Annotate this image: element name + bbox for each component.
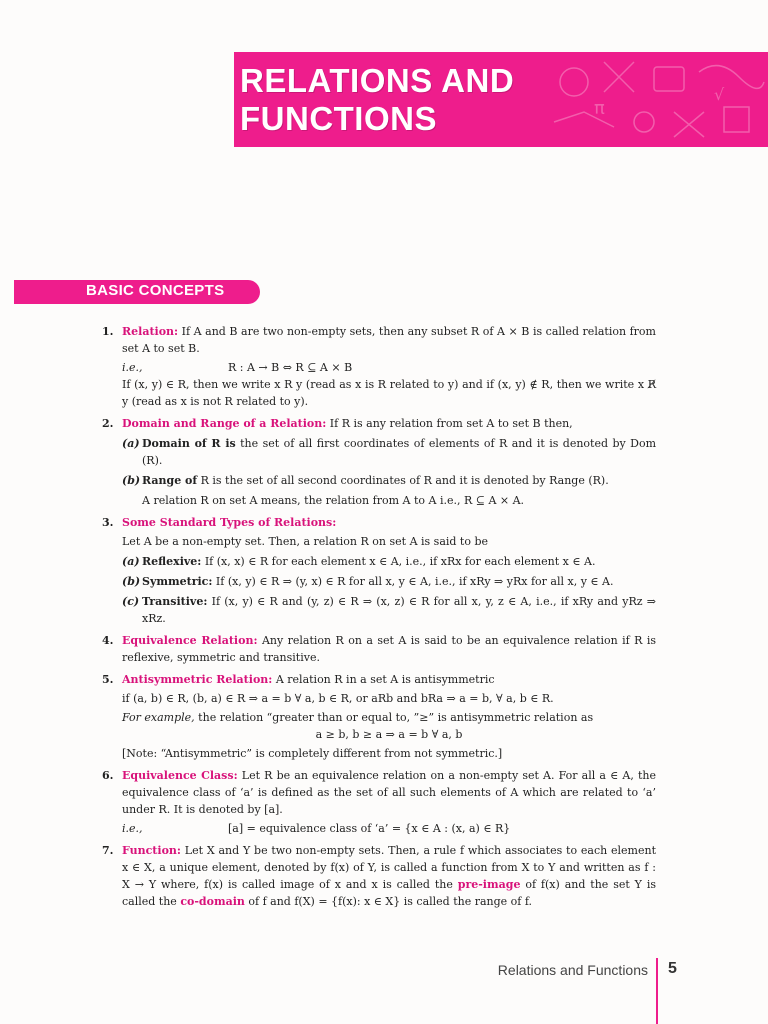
page-number: 5 xyxy=(668,960,677,977)
item-number: 3. xyxy=(102,516,114,529)
concept-item-antisymmetric xyxy=(102,671,656,762)
sub-text: If (x, x) ∈ R for each element x ∈ A, i.e., if xRx for each element x ∈ A. xyxy=(201,555,596,568)
sub-label: (a) xyxy=(122,555,140,568)
footer-divider xyxy=(656,958,658,1024)
sub-label: (b) xyxy=(122,575,141,588)
item-text: If A and B are two non-empty sets, then any subset R of A × B is called relation from set A to set B. xyxy=(122,325,656,355)
item-note: [Note: “Antisymmetric” is completely different from not symmetric.] xyxy=(122,747,503,760)
chapter-title-line1: RELATIONS AND xyxy=(240,62,515,99)
item-text: Let X and Y be two non-empty sets. Then, a rule f which associates to each element x ∈ X, a unique element, denoted by f(x) of Y, is called a function from X to Y and written as f : X → Y where, f(x) is called image of x and x is called the xyxy=(122,844,656,891)
section-heading-bar xyxy=(14,280,260,304)
sub-text: If (x, y) ∈ R ⇒ (y, x) ∈ R for all x, y ∈ A, i.e., if xRy ⇒ yRx for all x, y ∈ A. xyxy=(212,575,614,588)
sub-label: (b) xyxy=(122,474,141,487)
term: Function: xyxy=(122,844,181,857)
sub-item xyxy=(122,472,656,489)
svg-text:√: √ xyxy=(714,85,725,104)
ie-formula: R : A → B ⇔ R ⊆ A × B xyxy=(228,361,353,374)
item-text: Let R be an equivalence relation on a non-empty set A. For all a ∈ A, the equivalence class of ‘a’ is defined as the set of all such elements of A which are related to ‘a’ under R. It is denoted by [a]. xyxy=(122,769,656,816)
sub-bold: Transitive: xyxy=(142,595,208,608)
math-doodle-decoration xyxy=(534,52,768,147)
item-text: Any relation R on a set A is said to be an equivalence relation if R is reflexive, symmetric and transitive. xyxy=(122,634,657,664)
term: Relation: xyxy=(122,325,179,338)
concept-item-equivalence-class xyxy=(102,767,656,837)
ie-row xyxy=(122,820,656,837)
ie-row xyxy=(122,359,656,376)
sub-text: R is the set of all second coordinates of R and it is denoted by Range (R). xyxy=(197,474,609,487)
running-footer: Relations and Functions xyxy=(497,962,648,978)
svg-text:π: π xyxy=(594,98,605,119)
item-number: 5. xyxy=(102,673,114,686)
sub-item xyxy=(122,553,656,570)
term: Equivalence Class: xyxy=(122,769,238,782)
sub-item xyxy=(122,593,656,627)
item-extra: A relation R on set A means, the relation from A to A i.e., R ⊆ A × A. xyxy=(142,494,525,507)
item-formula: a ≥ b, b ≥ a ⇒ a = b ∀ a, b xyxy=(315,728,463,741)
chapter-title-banner xyxy=(234,52,768,147)
concept-item-types xyxy=(102,514,656,627)
item-text: If R is any relation from set A to set B then, xyxy=(326,417,573,430)
item-text: of f and f(X) = {f(x): x ∈ X} is called the range of f. xyxy=(244,895,533,908)
term: Domain and Range of a Relation: xyxy=(122,417,327,430)
sub-bold: Symmetric: xyxy=(142,575,213,588)
term: Some Standard Types of Relations: xyxy=(122,516,337,529)
sub-bold: Reflexive: xyxy=(142,555,202,568)
sub-item xyxy=(122,573,656,590)
sub-item xyxy=(122,435,656,469)
item-number: 7. xyxy=(102,844,114,857)
concept-item-relation xyxy=(102,323,656,410)
item-text: A relation R in a set A is antisymmetric xyxy=(272,673,495,686)
sub-text: the set of all first coordinates of elements of R and it is denoted by Dom (R). xyxy=(142,437,657,467)
concepts-list xyxy=(102,318,656,910)
ie-formula: [a] = equivalence class of ‘a’ = {x ∈ A : (x, a) ∈ R} xyxy=(228,822,511,835)
section-heading: BASIC CONCEPTS xyxy=(86,282,225,299)
ie-label: i.e., xyxy=(122,822,143,835)
co-domain-term: co-domain xyxy=(180,895,245,908)
item-line2: if (a, b) ∈ R, (b, a) ∈ R ⇒ a = b ∀ a, b ∈ R, or aRb and bRa ⇒ a = b, ∀ a, b ∈ R. xyxy=(122,692,554,705)
concept-item-function xyxy=(102,842,656,910)
sub-bold: Range of xyxy=(142,474,198,487)
example-text: the relation “greater than or equal to, ”≥” is antisymmetric relation as xyxy=(194,711,594,724)
item-lead: Let A be a non-empty set. Then, a relation R on set A is said to be xyxy=(122,535,489,548)
sub-bold: Domain of R is xyxy=(142,437,236,450)
sub-label: (c) xyxy=(122,595,140,608)
concept-item-domain-range xyxy=(102,415,656,509)
item-note: If (x, y) ∈ R, then we write x R y (read as x is R related to y) and if (x, y) ∉ R, then we write x R̸ y (read as x is not R related to y). xyxy=(122,378,656,408)
item-number: 6. xyxy=(102,769,114,782)
concept-item-equivalence-relation xyxy=(102,632,656,666)
chapter-title-line2: FUNCTIONS xyxy=(240,100,437,137)
item-text: of f(x) and the set Y is called the xyxy=(122,878,656,908)
item-number: 1. xyxy=(102,325,114,338)
item-number: 2. xyxy=(102,417,114,430)
term: Equivalence Relation: xyxy=(122,634,258,647)
example-label: For example, xyxy=(122,711,195,724)
pre-image-term: pre-image xyxy=(457,878,521,891)
sub-label: (a) xyxy=(122,437,140,450)
term: Antisymmetric Relation: xyxy=(122,673,273,686)
ie-label: i.e., xyxy=(122,361,143,374)
chapter-title xyxy=(240,62,514,138)
item-number: 4. xyxy=(102,634,114,647)
sub-text: If (x, y) ∈ R and (y, z) ∈ R ⇒ (x, z) ∈ R for all x, y, z ∈ A, i.e., if xRy and yRz ⇒ xRz. xyxy=(142,595,656,625)
